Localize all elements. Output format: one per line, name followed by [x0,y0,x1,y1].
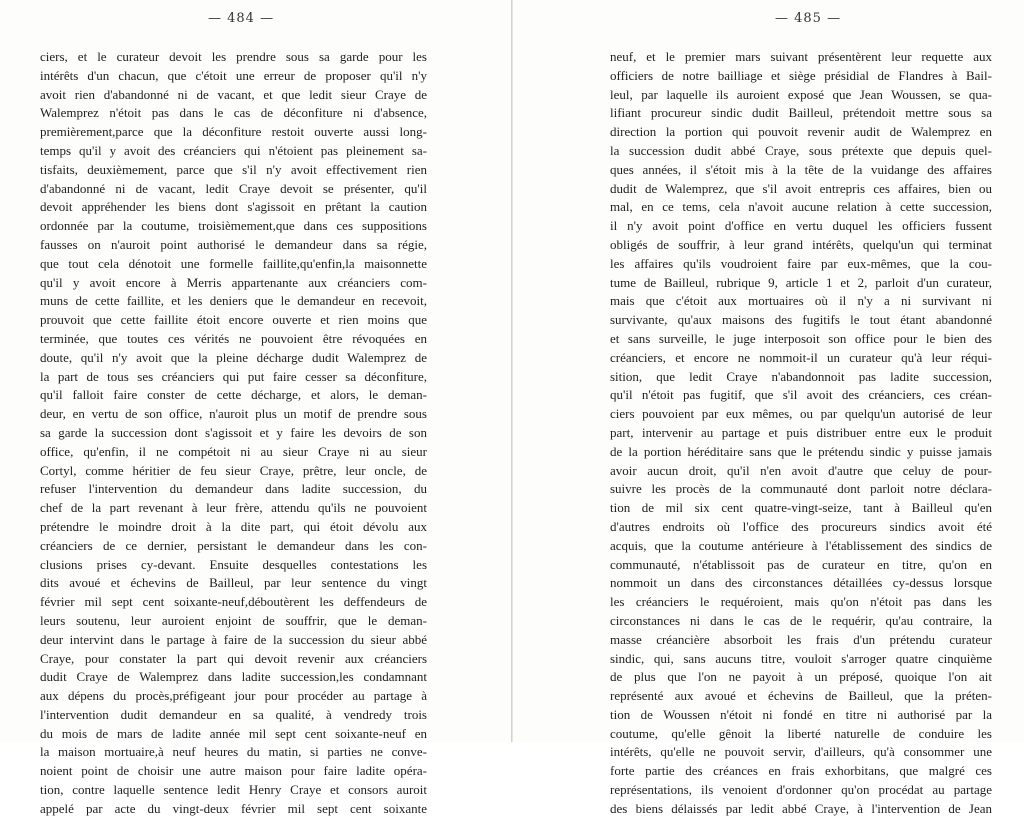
text-line: les créanciers le requéroient, mais qu'on n'étoit pas dans les [610,594,992,610]
text-line: tion de Woussen n'étoit ni fondé en titre ni authorisé par la [610,706,992,722]
text-line: temps qu'il y avoit des créanciers qui n'étoient pas pleinement sa- [40,142,427,158]
text-line: représentations, ils venoient d'ordonner qu'on procédat au partage [610,782,992,798]
text-line: fausses on n'auroit point authorisé le demandeur dans sa régie, [40,236,427,252]
text-line: refuser l'intervention du demandeur dans ladite succession, du [40,481,427,497]
text-line: nommoit un dans des circonstances détaillées cy-dessus lorsque [610,575,992,591]
text-line: février mil sept cent soixante-neuf,déboutèrent les deffendeurs de [40,594,427,610]
text-line: des biens délaissés par ledit abbé Craye, à l'intervention de Jean [610,800,992,816]
text-line: Cortyl, comme héritier de feu sieur Craye, prêtre, leur oncle, de [40,462,427,478]
text-line: d'abandonné ni de vacant, ledit Craye devoit se présenter, qu'il [40,180,427,196]
text-line: premièrement,parce que la déconfiture restoit ouverte aussi long- [40,124,427,140]
text-line: clusions prises cy-devant. Ensuite desquelles contestations les [40,556,427,572]
text-line: mal, en ce tems, cela n'avoit aucune relation à cette succession, [610,199,992,215]
left-page-body [40,48,427,819]
text-line: avoir aucun droit, qu'il n'en avoit d'autre que celuy de pour- [610,462,992,478]
right-page-body [610,48,992,819]
text-line: il n'y avoit point d'office en vertu duquel les officiers fussent [610,218,992,234]
text-line: Craye, pour constater la part qui devoit revenir aux créanciers [40,650,427,666]
text-line: ordonnée par la coutume, troisièmement,que dans ces suppositions [40,218,427,234]
text-line: avoit rien d'abandonné ni de vacant, et que ledit sieur Craye de [40,86,427,102]
text-line: de plus que l'on ne payoit à un préposé, quoique l'on ait [610,669,992,685]
text-line: terminée, que toutes ces vérités ne pouvoient être révoquées en [40,330,427,346]
text-line: et sans surveille, le juge interposoit son office pour le bien des [610,330,992,346]
text-line: leul, par laquelle ils auroient exposé que Jean Woussen, se qua- [610,86,992,102]
text-line: officiers de notre bailliage et siège présidial de Flandres à Bail- [610,67,992,83]
text-line: muns de cette faillite, et les deniers que le demandeur en recevoit, [40,293,427,309]
text-line: tion de mil six cent quatre-vingt-seize, tant à Bailleul qu'en [610,500,992,516]
text-line: l'intervention dudit demandeur en sa qualité, à vendredy trois [40,706,427,722]
text-line: ques années, il s'étoit mis à la tête de la vuidange des affaires [610,161,992,177]
text-line: qu'il falloit faire conster de cette décharge, et alors, le deman- [40,387,427,403]
text-line: du mois de mars de ladite année mil sept cent soixante-neuf en [40,725,427,741]
text-line: devoit appréhender les biens dont s'agissoit en prêtant la caution [40,199,427,215]
text-line: circonstances ni dans le cas de le requérir, qu'au contraire, la [610,612,992,628]
text-line: deur intervint dans le partage à faire de la succession du sieur abbé [40,631,427,647]
text-line: la succession dudit abbé Craye, sous prétexte que depuis quel- [610,142,992,158]
text-line: représenté aux avoué et échevins de Bailleul, que la préten- [610,688,992,704]
text-line: masse créancière absorboit les frais d'un prétendu curateur [610,631,992,647]
text-line: office, qu'enfin, il ne compétoit ni au sieur Craye ni au sieur [40,443,427,459]
text-line: lifiant procureur sindic dudit Bailleul, prétendoit mettre sous sa [610,105,992,121]
text-line: aux dépens du procès,préfigeant jour pour procéder au partage à [40,688,427,704]
text-line: obligés de souffrir, à leur grand intérêts, quelqu'un qui terminat [610,236,992,252]
text-line: neuf, et le premier mars suivant présentèrent leur requette aux [610,49,992,64]
text-line: prétendre le moindre droit à la dite part, qui étoit dévolu aux [40,518,427,534]
text-line: de la portion héréditaire sans que le prétendu sindic y puisse jamais [610,443,992,459]
text-line: les affaires qu'ils voudroient faire par eux-mêmes, que la cou- [610,255,992,271]
text-line: dudit Craye de Walemprez dans ladite succession,les condamnant [40,669,427,685]
text-line: survivante, qu'aux maisons des fugitifs le tout étant abandonné [610,312,992,328]
text-line: ciers pouvoient par eux mêmes, ou par quelqu'un autorisé de leur [610,406,992,422]
text-line: coutume, qu'elle gênoit la liberté naturelle de conduire les [610,725,992,741]
text-line: d'autres endroits où l'office des procureurs sindics avoit été [610,518,992,534]
text-line: sa garde la succession dont s'agissoit et y faire les devoirs de son [40,424,427,440]
left-page-number: — 484 — [208,11,275,26]
text-line: appelé par acte du vingt-deux février mil sept cent soixante [40,800,427,816]
text-line: ciers, et le curateur devoit les prendre sous sa garde pour les [40,49,427,64]
text-line: dudit de Walemprez, que s'il avoit entrepris ces affaires, bien ou [610,180,992,196]
text-line: créanciers de ce dernier, persistant le demandeur dans les con- [40,537,427,553]
left-page [0,0,511,816]
text-line: acquis, que la coutume antérieure à l'établissement des sindics de [610,537,992,553]
text-line: chef de la part revenant à leur frère, attendu qu'ils ne pouvoient [40,500,427,516]
text-line: tisfaits, deuxièmement, parce que s'il n'y avoit effectivement rien [40,161,427,177]
text-line: sindic, qui, sans aucuns titre, vouloit s'arroger quatre cinquième [610,650,992,666]
text-line: forte partie des créances en frais exhorbitans, que malgré ces [610,763,992,779]
text-line: dits avoué et échevins de Bailleul, par leur sentence du vingt [40,575,427,591]
text-line: leurs soutenu, leur auroient enjoint de souffrir, que le deman- [40,612,427,628]
text-line: part, intervenir au partage et puis distribuer entre eux le produit [610,424,992,440]
right-page-number: — 485 — [775,11,842,26]
text-line: direction la portion qui pouvoit revenir audit de Walemprez en [610,124,992,140]
text-line: que tout cela dénotoit une formelle faillite,qu'enfin,la maisonnette [40,255,427,271]
right-page [513,0,1024,816]
text-line: prouvoit que cette faillite étoit encore ouverte et rien moins que [40,312,427,328]
text-line: la maison mortuaire,à neuf heures du matin, si parties ne conve- [40,744,427,760]
text-line: suivre les procès de la communauté dont parloit notre déclara- [610,481,992,497]
text-line: sition, que ledit Craye n'abandonnoit pas ladite succession, [610,368,992,384]
text-line: tume de Bailleul, rubrique 9, article 1 et 2, parloit d'un curateur, [610,274,992,290]
text-line: communauté, n'établissoit pas de curateur en titre, qu'on en [610,556,992,572]
text-line: la part de tous ses créanciers qui put faire cesser sa déconfiture, [40,368,427,384]
text-line: qu'il n'étoit pas fugitif, que s'il avoit des créanciers, ces créan- [610,387,992,403]
text-line: mais que c'étoit aux mortuaires où il n'y a ni survivant ni [610,293,992,309]
text-line: tion, contre laquelle sentence ledit Henry Craye et consors auroit [40,782,427,798]
text-line: deur, en vertu de son office, n'auroit plus un motif de prendre sous [40,406,427,422]
text-line: créanciers, et encore ne nommoit-il un curateur qu'à leur réqui- [610,349,992,365]
text-line: doute, qu'il n'y avoit que la pleine décharge dudit Walemprez de [40,349,427,365]
text-line: Walemprez n'étoit pas dans le cas de déconfiture ni d'absence, [40,105,427,121]
text-line: noient point de choisir une autre maison pour faire ladite opéra- [40,763,427,779]
text-line: intérêts, qu'elle ne pouvoit servir, d'ailleurs, qu'à consommer une [610,744,992,760]
text-line: qu'il y avoit encore à Merris appartenante aux créanciers com- [40,274,427,290]
text-line: intérêts d'un chacun, que c'étoit une erreur de proposer qu'il n'y [40,67,427,83]
